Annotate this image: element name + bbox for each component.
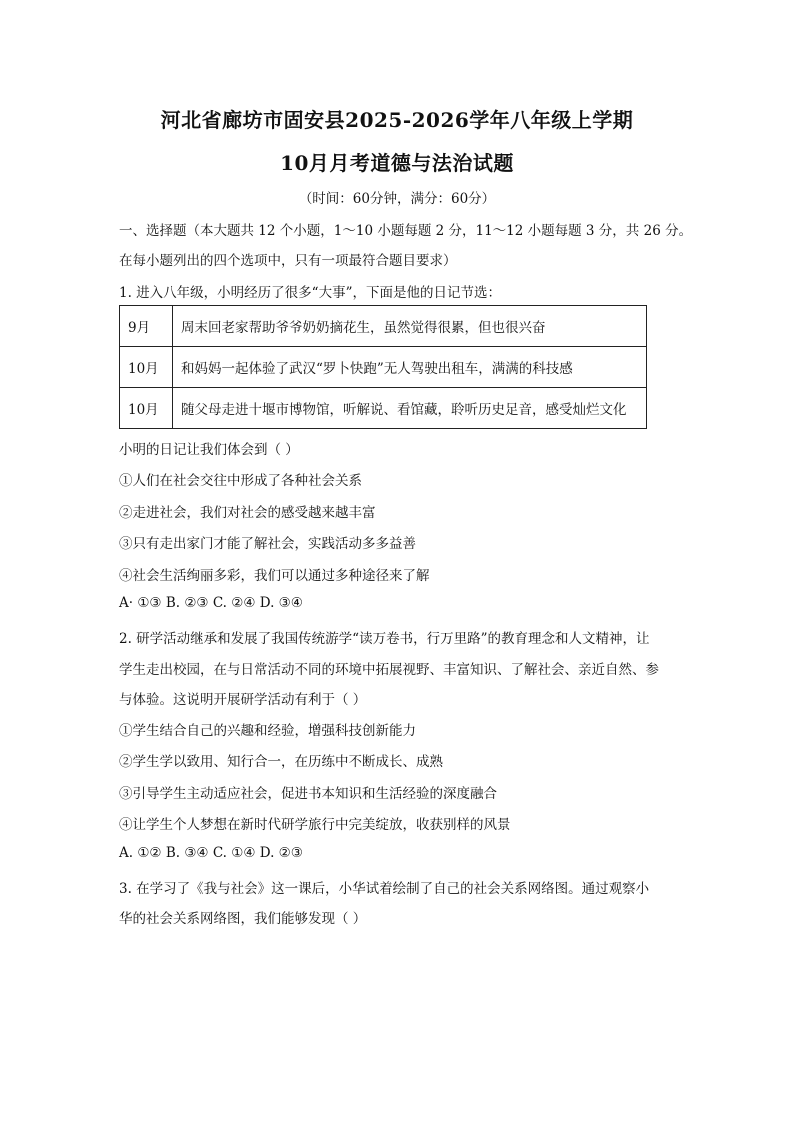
question-1-option: ④社会生活绚丽多彩，我们可以通过多种途径来了解 — [119, 568, 430, 584]
question-2-option: ④让学生个人梦想在新时代研学旅行中完美绽放，收获别样的风景 — [119, 817, 511, 833]
question-2-option: ①学生结合自己的兴趣和经验，增强科技创新能力 — [119, 723, 416, 739]
diary-table — [119, 305, 647, 429]
diary-entry: 随父母走进十堰市博物馆，听解说、看馆藏，聆听历史足音，感受灿烂文化 — [173, 388, 647, 429]
question-2-stem-line1: 2. 研学活动继承和发展了我国传统游学“读万卷书，行万里路”的教育理念和人文精神，让 — [119, 631, 650, 647]
exam-title-line1: 河北省廊坊市固安县2025-2026学年八年级上学期 — [160, 108, 634, 132]
question-1-option: ③只有走出家门才能了解社会，实践活动多多益善 — [119, 536, 416, 552]
question-1-prompt: 小明的日记让我们体会到（ ） — [119, 442, 299, 458]
exam-time-score: （时间：60分钟，满分：60分） — [298, 191, 496, 207]
diary-month: 10月 — [120, 347, 173, 388]
question-3-stem-line2: 华的社会关系网络图，我们能够发现（ ） — [119, 911, 367, 927]
question-1-stem: 1. 进入八年级，小明经历了很多“大事”，下面是他的日记节选： — [119, 285, 501, 301]
question-2-stem-line2: 学生走出校园，在与日常活动不同的环境中拓展视野、丰富知识、了解社会、亲近自然、参 — [119, 662, 659, 678]
question-2-answers: A. ①② B. ③④ C. ①④ D. ②③ — [119, 845, 303, 861]
question-3-stem-line1: 3. 在学习了《我与社会》这一课后，小华试着绘制了自己的社会关系网络图。通过观察小 — [119, 881, 650, 897]
table-row — [120, 306, 647, 347]
question-1-answers: A· ①③ B. ②③ C. ②④ D. ③④ — [119, 595, 303, 611]
question-2-stem-line3: 与体验。这说明开展研学活动有利于（ ） — [119, 692, 367, 708]
table-row — [120, 388, 647, 429]
exam-title-line2: 10月月考道德与法治试题 — [280, 151, 514, 175]
diary-entry: 和妈妈一起体验了武汉“罗卜快跑”无人驾驶出租车，满满的科技感 — [173, 347, 647, 388]
question-2-option: ②学生学以致用、知行合一，在历练中不断成长、成熟 — [119, 754, 443, 770]
table-row — [120, 347, 647, 388]
diary-entry: 周末回老家帮助爷爷奶奶摘花生，虽然觉得很累，但也很兴奋 — [173, 306, 647, 347]
section-heading-line1: 一、选择题（本大题共 12 个小题，1～10 小题每题 2 分，11～12 小题每题 3 分，共 26 分。 — [119, 223, 693, 239]
diary-month: 10月 — [120, 388, 173, 429]
section-heading-line2: 在每小题列出的四个选项中，只有一项最符合题目要求） — [119, 253, 457, 269]
question-2-option: ③引导学生主动适应社会，促进书本知识和生活经验的深度融合 — [119, 786, 497, 802]
question-1-option: ②走进社会，我们对社会的感受越来越丰富 — [119, 505, 376, 521]
question-1-option: ①人们在社会交往中形成了各种社会关系 — [119, 473, 362, 489]
diary-month: 9月 — [120, 306, 173, 347]
